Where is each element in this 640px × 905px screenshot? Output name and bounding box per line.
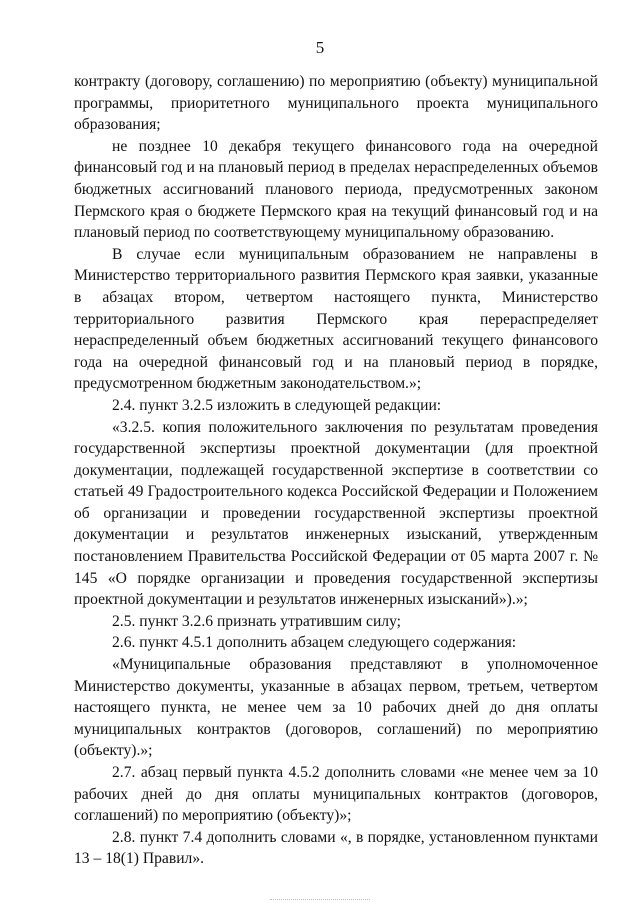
- paragraph-item-2-6: 2.6. пункт 4.5.1 дополнить абзацем следующего содержания:: [112, 634, 517, 652]
- document-body: [74, 71, 598, 870]
- paragraph-item-2-4: 2.4. пункт 3.2.5 изложить в следующей редакции:: [112, 396, 442, 414]
- paragraph-item-2-5: 2.5. пункт 3.2.6 признать утратившим силу;: [112, 612, 402, 630]
- paragraph-deadline: не позднее 10 декабря текущего финансового года на очередной финансовый год и на плановый период в пределах нераспределенных объемов бюджетных ассигнований планового периода, предусмотренных законом Пермского края о бюджете Пермского края на текущий финансовый год и на плановый период по соответствующему муниципальному образованию.: [74, 137, 598, 242]
- paragraph-item-3-2-5: «3.2.5. копия положительного заключения по результатам проведения государственной экспертизы проектной документации (для проектной документации, подлежащей государственной экспертизе в соответствии со статьей 49 Градостроительного кодекса Российской Федерации и Положением об организации и проведении государственной экспертизы проектной документации и результатов инженерных изысканий, утвержденным постановлением Правительства Российской Федерации от 05 марта 2007 г. № 145 «О порядке организации и проведения государственной экспертизы проектной документации и результатов инженерных изысканий»).»;: [74, 418, 598, 609]
- scan-edge-mark: [270, 899, 370, 901]
- paragraph-continuation: контракту (договору, соглашению) по мероприятию (объекту) муниципальной программы, приоритетного муниципального проекта муниципального образования;: [74, 73, 598, 134]
- paragraph-item-2-7: 2.7. абзац первый пункта 4.5.2 дополнить словами «не менее чем за 10 рабочих дней до дня оплаты муниципальных контрактов (договоров, соглашений) по мероприятию (объекту)»;: [74, 764, 598, 825]
- paragraph-redistribution: В случае если муниципальным образованием не направлены в Министерство территориального развития Пермского края заявки, указанные в абзацах втором, четвертом настоящего пункта, Министерство территориального развития Пермского края перераспределяет нераспределенный объем бюджетных ассигнований текущего финансового года на очередной финансовый год и на плановый период в порядке, предусмотренном бюджетным законодательством.»;: [74, 245, 598, 393]
- page-number: 5: [315, 38, 325, 57]
- paragraph-municipal-documents: «Муниципальные образования представляют в уполномоченное Министерство документы, указанные в абзацах первом, третьем, четвертом настоящего пункта, не менее чем за 10 рабочих дней до дня оплаты муниципальных контрактов (договоров, соглашений) по мероприятию (объекту).»;: [74, 656, 598, 760]
- paragraph-item-2-8: 2.8. пункт 7.4 дополнить словами «, в порядке, установленном пунктами 13 – 18(1) Правил».: [74, 828, 598, 868]
